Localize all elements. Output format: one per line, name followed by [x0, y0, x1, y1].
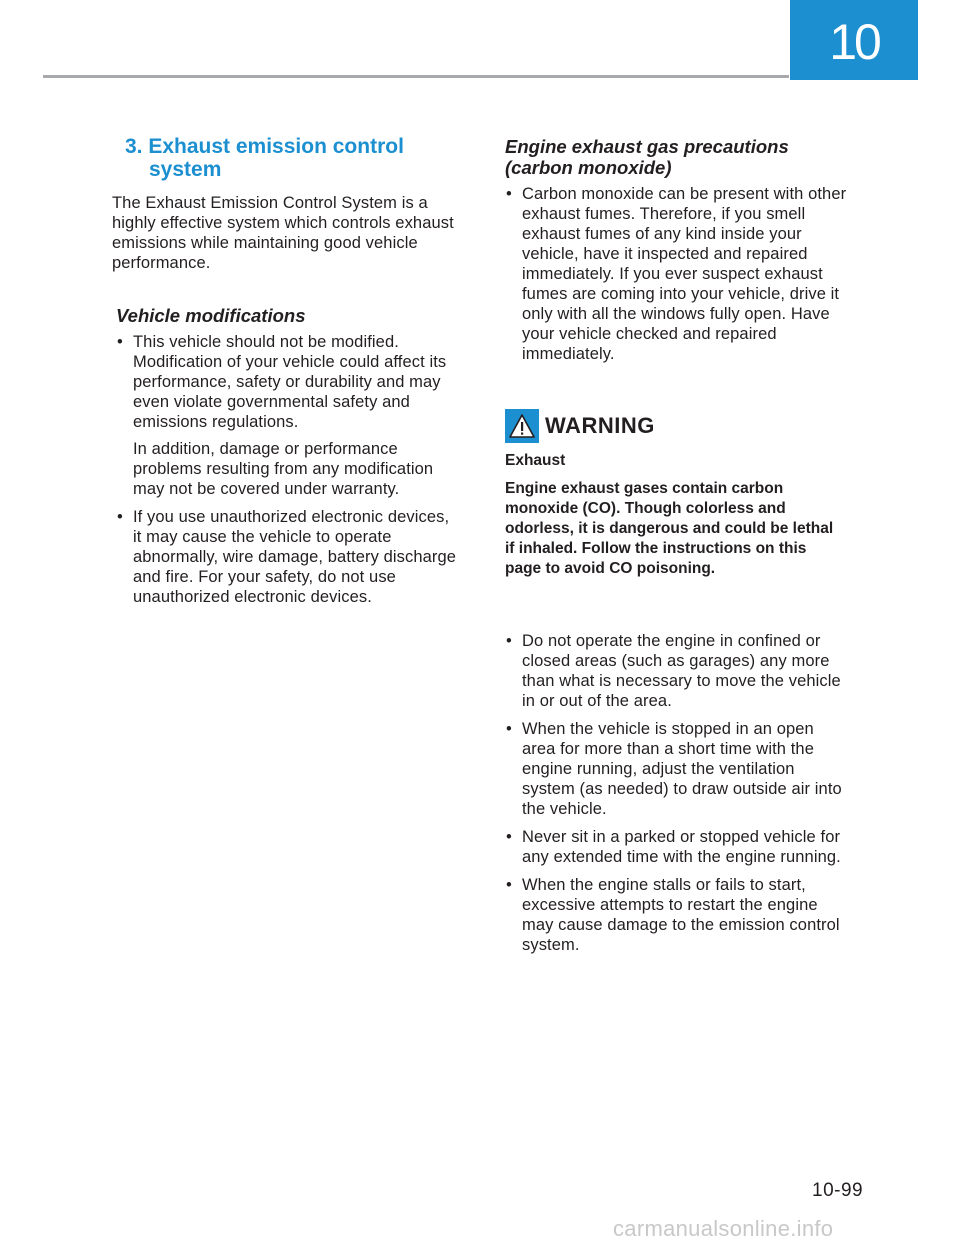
warning-triangle-icon: [505, 409, 539, 443]
heading-line2: (carbon monoxide): [505, 157, 672, 178]
chapter-number: 10: [829, 14, 879, 70]
list-item-text: Carbon monoxide can be present with other exhaust fumes. Therefore, if you smell exhaust fumes of any kind inside your vehicle, have it inspected and repaired immediately. If you ever suspect exhaust fumes are coming into your vehicle, drive it only with all the windows fully open. Have your vehicle checked and repaired immediately.: [522, 185, 847, 363]
list-item: [505, 719, 850, 819]
list-item-continuation: In addition, damage or performance problems resulting from any modification may not be covered under warranty.: [133, 440, 434, 498]
page-number: 10-99: [812, 1180, 864, 1201]
bullet-dot: •: [117, 508, 123, 526]
intro-paragraph: The Exhaust Emission Control System is a highly effective system which controls exhaust emissions while maintaining good vehicle performance.: [112, 194, 454, 272]
warning-text: Engine exhaust gases contain carbon monoxide (CO). Though colorless and odorless, it is dangerous and could be lethal if inhaled. Follow the instructions on this page to avoid CO poisoning.: [505, 480, 834, 577]
header-rule: [43, 75, 789, 78]
vehicle-modifications-heading: Vehicle modifications: [116, 305, 306, 326]
warning-label: WARNING: [545, 413, 655, 438]
watermark: carmanualsonline.info: [613, 1216, 834, 1241]
section-title-line2: system: [149, 158, 222, 181]
list-item: [505, 875, 850, 955]
list-item-text: If you use unauthorized electronic devices, it may cause the vehicle to operate abnormally, wire damage, battery discharge and fire. For your safety, do not use unauthorized electronic devices.: [133, 508, 457, 606]
list-item-text: Do not operate the engine in confined or closed areas (such as garages) any more than what is necessary to move the vehicle in or out of the area.: [522, 632, 841, 710]
exhaust-precautions-heading: [505, 136, 850, 178]
list-item: [116, 507, 460, 607]
warning-subject: Exhaust: [505, 452, 566, 469]
bullet-dot: •: [506, 720, 512, 738]
bullet-dot: •: [506, 828, 512, 846]
list-item-text: When the engine stalls or fails to start, excessive attempts to restart the engine may cause damage to the emission control system.: [522, 876, 840, 954]
section-title: [125, 135, 455, 181]
bullet-dot: •: [506, 185, 512, 203]
heading-line1: Engine exhaust gas precautions: [505, 136, 789, 157]
bullet-dot: •: [506, 876, 512, 894]
vehicle-modifications-list: [116, 332, 460, 607]
precautions-list-top: [505, 184, 847, 364]
precautions-list-bottom: [505, 631, 850, 955]
list-item-text: This vehicle should not be modified. Modification of your vehicle could affect its performance, safety or durability and may even violate governmental safety and emissions regulations.: [133, 333, 447, 431]
list-item-text: Never sit in a parked or stopped vehicle for any extended time with the engine running.: [522, 828, 841, 866]
list-item: [505, 827, 850, 867]
bullet-dot: •: [117, 333, 123, 351]
bullet-dot: •: [506, 632, 512, 650]
chapter-tab: [790, 0, 918, 80]
list-item: [505, 631, 850, 711]
list-item: [505, 184, 847, 364]
list-item-text: When the vehicle is stopped in an open area for more than a short time with the engine running, adjust the ventilation system (as needed) to draw outside air into the vehicle.: [522, 720, 842, 818]
section-title-line1: 3. Exhaust emission control: [125, 135, 404, 158]
list-item: [116, 332, 460, 499]
warning-header: [505, 409, 850, 443]
warning-box: [505, 409, 850, 579]
